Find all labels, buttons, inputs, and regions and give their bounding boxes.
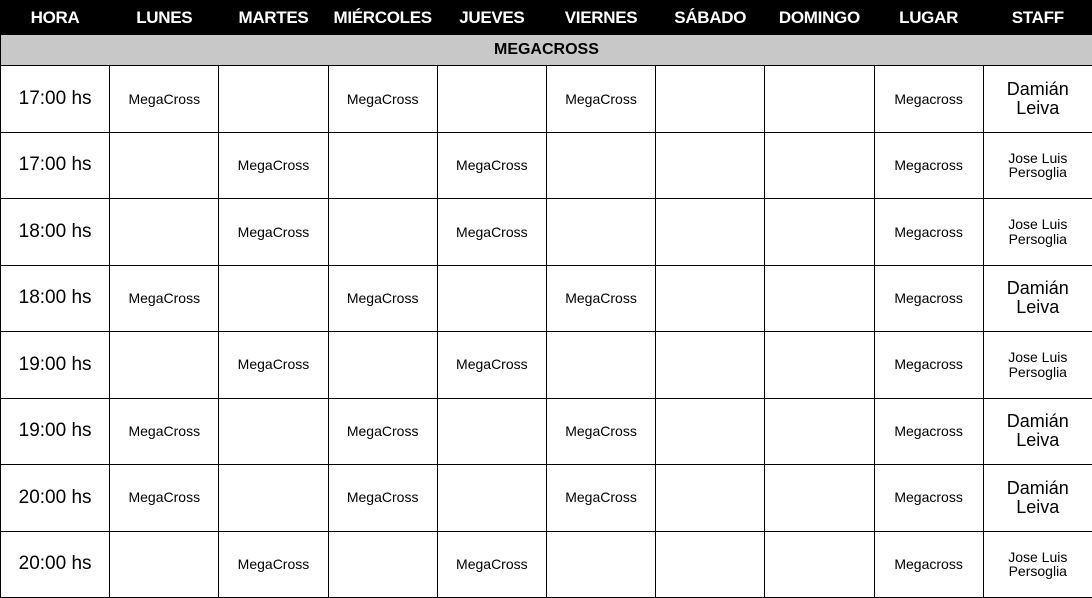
jueves-cell xyxy=(437,265,546,331)
martes-cell xyxy=(219,398,328,464)
sabado-cell xyxy=(656,332,765,398)
staff-name: Damián Leiva xyxy=(1006,79,1069,118)
lugar-cell: Megacross xyxy=(874,531,983,598)
lunes-cell xyxy=(110,199,219,265)
lunes-cell: MegaCross xyxy=(110,398,219,464)
column-header-martes: MARTES xyxy=(219,1,328,35)
lunes-cell: MegaCross xyxy=(110,265,219,331)
sabado-cell xyxy=(656,531,765,598)
martes-cell xyxy=(219,465,328,531)
sabado-cell xyxy=(656,199,765,265)
hora-cell: 18:00 hs xyxy=(1,265,110,331)
staff-cell xyxy=(983,265,1092,331)
column-header-viernes: VIERNES xyxy=(546,1,655,35)
martes-cell: MegaCross xyxy=(219,132,328,198)
viernes-cell: MegaCross xyxy=(546,265,655,331)
lugar-cell: Megacross xyxy=(874,332,983,398)
lugar-cell: Megacross xyxy=(874,265,983,331)
miercoles-cell: MegaCross xyxy=(328,465,437,531)
viernes-cell: MegaCross xyxy=(546,465,655,531)
staff-name: Jose Luis Persoglia xyxy=(1008,149,1068,181)
staff-cell xyxy=(983,66,1092,132)
table-row xyxy=(1,465,1092,531)
column-header-lunes: LUNES xyxy=(110,1,219,35)
lugar-cell: Megacross xyxy=(874,199,983,265)
column-header-hora: HORA xyxy=(1,1,110,35)
lugar-cell: Megacross xyxy=(874,132,983,198)
miercoles-cell xyxy=(328,199,437,265)
hora-cell: 17:00 hs xyxy=(1,132,110,198)
domingo-cell xyxy=(765,199,874,265)
viernes-cell xyxy=(546,199,655,265)
staff-name: Damián Leiva xyxy=(1006,477,1069,517)
jueves-cell: MegaCross xyxy=(437,199,546,265)
table-row xyxy=(1,132,1092,198)
staff-name: Jose Luis Persoglia xyxy=(1008,548,1068,580)
header-row xyxy=(1,1,1092,35)
domingo-cell xyxy=(765,66,874,132)
miercoles-cell: MegaCross xyxy=(328,66,437,132)
jueves-cell: MegaCross xyxy=(437,531,546,598)
staff-name: Damián Leiva xyxy=(1006,278,1069,318)
table-row xyxy=(1,265,1092,331)
hora-cell: 17:00 hs xyxy=(1,66,110,132)
table-row xyxy=(1,531,1092,598)
table-row xyxy=(1,66,1092,132)
column-header-lugar: LUGAR xyxy=(874,1,983,35)
miercoles-cell: MegaCross xyxy=(328,398,437,464)
viernes-cell xyxy=(546,531,655,598)
viernes-cell: MegaCross xyxy=(546,398,655,464)
domingo-cell xyxy=(765,531,874,598)
schedule-body xyxy=(1,35,1092,598)
table-row xyxy=(1,199,1092,265)
hora-cell: 19:00 hs xyxy=(1,332,110,398)
jueves-cell xyxy=(437,398,546,464)
domingo-cell xyxy=(765,132,874,198)
sabado-cell xyxy=(656,132,765,198)
domingo-cell xyxy=(765,332,874,398)
miercoles-cell xyxy=(328,332,437,398)
sabado-cell xyxy=(656,265,765,331)
miercoles-cell xyxy=(328,132,437,198)
lugar-cell: Megacross xyxy=(874,398,983,464)
column-header-miercoles: MIÉRCOLES xyxy=(328,1,437,35)
column-header-staff: STAFF xyxy=(983,1,1092,35)
staff-cell xyxy=(983,199,1092,265)
column-header-domingo: DOMINGO xyxy=(765,1,874,35)
staff-cell xyxy=(983,398,1092,464)
sabado-cell xyxy=(656,465,765,531)
martes-cell: MegaCross xyxy=(219,199,328,265)
martes-cell xyxy=(219,66,328,132)
lugar-cell: Megacross xyxy=(874,465,983,531)
hora-cell: 18:00 hs xyxy=(1,199,110,265)
domingo-cell xyxy=(765,465,874,531)
lunes-cell: MegaCross xyxy=(110,465,219,531)
lugar-cell: Megacross xyxy=(874,66,983,132)
staff-name: Damián Leiva xyxy=(1006,411,1069,451)
martes-cell: MegaCross xyxy=(219,332,328,398)
staff-cell xyxy=(983,465,1092,531)
section-title: MEGACROSS xyxy=(1,35,1092,66)
jueves-cell: MegaCross xyxy=(437,332,546,398)
jueves-cell xyxy=(437,465,546,531)
sabado-cell xyxy=(656,398,765,464)
table-row xyxy=(1,398,1092,464)
martes-cell: MegaCross xyxy=(219,531,328,598)
hora-cell: 19:00 hs xyxy=(1,398,110,464)
section-row xyxy=(1,35,1092,66)
staff-cell xyxy=(983,332,1092,398)
jueves-cell: MegaCross xyxy=(437,132,546,198)
staff-cell xyxy=(983,531,1092,598)
viernes-cell xyxy=(546,132,655,198)
sabado-cell xyxy=(656,66,765,132)
lunes-cell: MegaCross xyxy=(110,66,219,132)
hora-cell: 20:00 hs xyxy=(1,465,110,531)
staff-name: Jose Luis Persoglia xyxy=(1008,349,1068,380)
staff-cell xyxy=(983,132,1092,198)
column-header-jueves: JUEVES xyxy=(437,1,546,35)
lunes-cell xyxy=(110,332,219,398)
column-header-sabado: SÁBADO xyxy=(656,1,765,35)
miercoles-cell xyxy=(328,531,437,598)
domingo-cell xyxy=(765,265,874,331)
miercoles-cell: MegaCross xyxy=(328,265,437,331)
staff-name: Jose Luis Persoglia xyxy=(1008,216,1068,247)
martes-cell xyxy=(219,265,328,331)
hora-cell: 20:00 hs xyxy=(1,531,110,598)
table-row xyxy=(1,332,1092,398)
jueves-cell xyxy=(437,66,546,132)
viernes-cell xyxy=(546,332,655,398)
viernes-cell: MegaCross xyxy=(546,66,655,132)
lunes-cell xyxy=(110,132,219,198)
lunes-cell xyxy=(110,531,219,598)
domingo-cell xyxy=(765,398,874,464)
